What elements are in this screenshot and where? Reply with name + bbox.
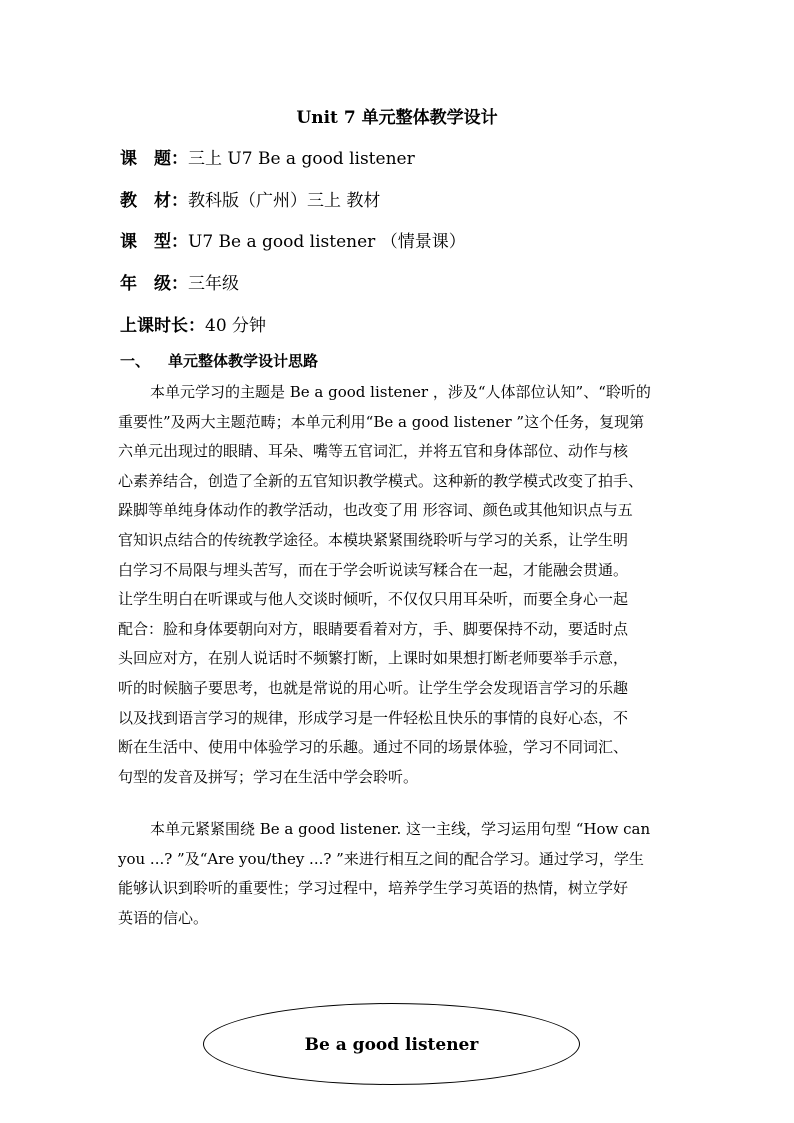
- paragraph-line: 心素养结合，创造了全新的五官知识教学模式。这种新的教学模式改变了拍手、: [118, 471, 644, 490]
- theme-oval-label: Be a good listener: [304, 1035, 479, 1055]
- document-title: Unit 7 单元整体教学设计: [296, 108, 498, 128]
- meta-label-duration: 上课时长：: [120, 316, 205, 336]
- meta-value-grade: 三年级: [188, 274, 239, 294]
- paragraph-line: 断在生活中、使用中体验学习的乐趣。通过不同的场景体验，学习不同词汇、: [118, 738, 629, 757]
- paragraph-line: 六单元出现过的眼睛、耳朵、嘴等五官词汇，并将五官和身体部位、动作与核: [118, 442, 629, 461]
- paragraph-design-ideas: [118, 378, 678, 792]
- paragraph-line: you ...? ”及“Are you/they ...? ”来进行相互之间的配合学习。通过学习，学生: [118, 849, 644, 868]
- section-title: 单元整体教学设计思路: [168, 352, 319, 370]
- meta-value-topic: 三上 U7 Be a good listener: [188, 149, 415, 169]
- paragraph-line: 重要性”及两大主题范畴；本单元利用“Be a good listener ”这个任务，复现第: [118, 412, 645, 431]
- meta-row-duration: [120, 313, 266, 339]
- paragraph-line: 配合：脸和身体要朝向对方，眼睛要看着对方，手、脚要保持不动，要适时点: [118, 619, 629, 638]
- paragraph-line: 白学习不局限与埋头苦写，而在于学会听说读写糅合在一起，才能融会贯通。: [118, 560, 629, 579]
- meta-value-lesson-type: U7 Be a good listener （情景课）: [188, 232, 466, 252]
- paragraph-line: 听的时候脑子要思考，也就是常说的用心听。让学生学会发现语言学习的乐趣: [118, 678, 629, 697]
- paragraph-line: 能够认识到聆听的重要性；学习过程中，培养学生学习英语的热情，树立学好: [118, 879, 629, 898]
- paragraph-line: 头回应对方，在别人说话时不频繁打断，上课时如果想打断老师要举手示意，: [118, 649, 629, 668]
- paragraph-line: 句型的发音及拼写；学习在生活中学会聆听。: [118, 767, 419, 786]
- meta-row-lesson-type: [120, 229, 466, 255]
- paragraph-line: 跺脚等单纯身体动作的教学活动，也改变了用 形容词、颜色或其他知识点与五: [118, 501, 633, 520]
- meta-row-grade: [120, 271, 239, 297]
- paragraph-line: 英语的信心。: [118, 908, 209, 927]
- meta-row-topic: [120, 146, 415, 172]
- paragraph-main-line: [118, 815, 678, 933]
- paragraph-line: 本单元学习的主题是 Be a good listener ，涉及“人体部位认知”、“聆听的: [150, 383, 651, 401]
- meta-row-textbook: [120, 188, 380, 214]
- meta-label-topic: 课 题：: [120, 149, 188, 169]
- paragraph-line: 让学生明白在听课或与他人交谈时倾听，不仅仅只用耳朵听，而要全身心一起: [118, 590, 629, 609]
- paragraph-line: 官知识点结合的传统教学途径。本模块紧紧围绕聆听与学习的关系，让学生明: [118, 530, 629, 549]
- meta-label-grade: 年 级：: [120, 274, 188, 294]
- paragraph-line: 本单元紧紧围绕 Be a good listener. 这一主线，学习运用句型 “How can: [150, 820, 651, 838]
- section-number: 一、: [120, 352, 151, 370]
- meta-value-textbook: 教科版（广州）三上 教材: [188, 191, 381, 211]
- meta-value-duration: 40 分钟: [205, 316, 267, 336]
- meta-label-lesson-type: 课 型：: [120, 232, 188, 252]
- paragraph-line: 以及找到语言学习的规律，形成学习是一件轻松且快乐的事情的良好心态，不: [118, 708, 629, 727]
- section-heading: [120, 349, 318, 373]
- meta-label-textbook: 教 材：: [120, 191, 188, 211]
